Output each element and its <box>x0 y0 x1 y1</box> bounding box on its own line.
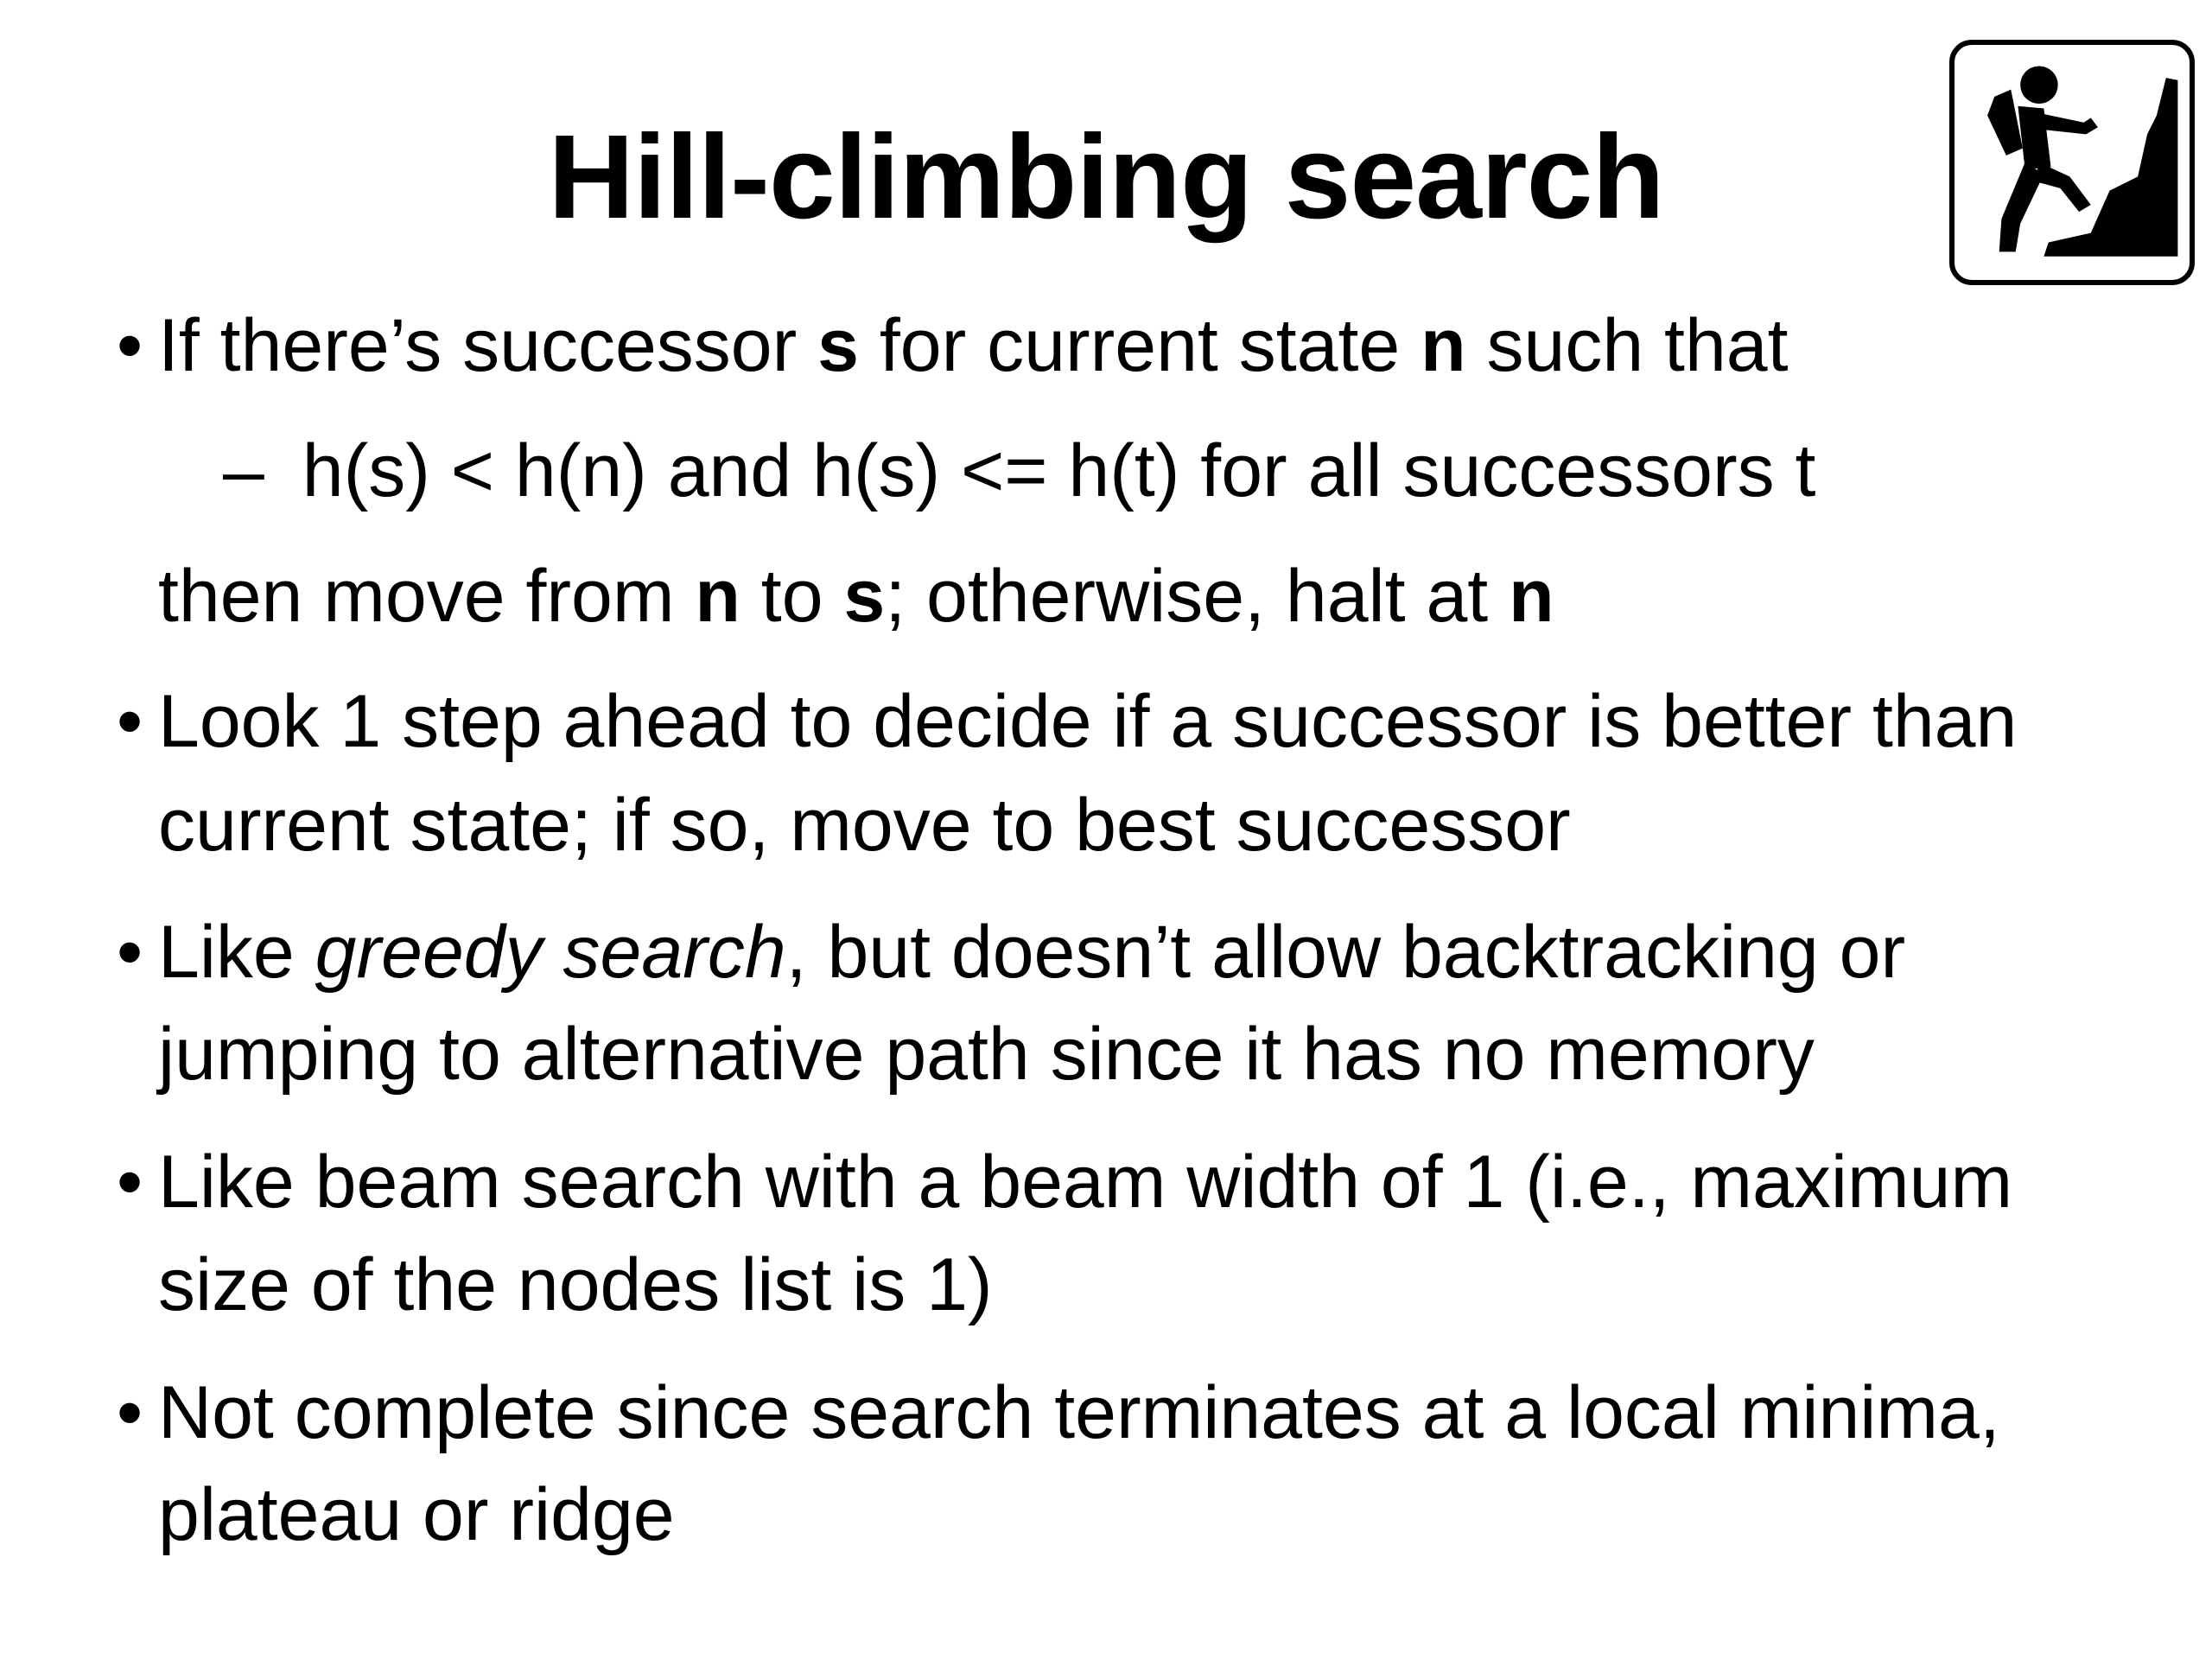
bullet-3-line-2: jumping to alternative path since it has no memory <box>158 1013 1815 1096</box>
bullet-5-line-2: plateau or ridge <box>158 1473 675 1556</box>
bullet-5-line-1: Not complete since search terminates at a local minima, <box>158 1371 2000 1454</box>
bullet-2-line-1: Look 1 step ahead to decide if a successor is better than <box>158 680 2018 763</box>
bullet-2-line-2: current state; if so, move to best successor <box>158 784 1571 867</box>
dash-marker: – <box>223 429 264 512</box>
bullet-1-line-3: then move from n to s; otherwise, halt at n <box>158 555 1554 638</box>
bullet-1-line-1: If there’s successor s for current state n such that <box>158 304 1789 387</box>
bullet-marker: • <box>117 1141 143 1224</box>
bullet-3-line-1: Like greedy search, but doesn’t allow backtracking or <box>158 911 1906 994</box>
bullet-1-sub-item: – h(s) < h(n) and h(s) <= h(t) for all successors t <box>223 429 1816 512</box>
bullet-4-line-2: size of the nodes list is 1) <box>158 1243 993 1326</box>
climber-icon <box>1949 40 2195 285</box>
bullet-marker: • <box>117 304 143 387</box>
bullet-marker: • <box>117 911 143 994</box>
bullet-4-line-1: Like beam search with a beam width of 1 (i.e., maximum <box>158 1141 2013 1224</box>
bullet-marker: • <box>117 1371 143 1454</box>
bullet-marker: • <box>117 680 143 763</box>
slide-title: Hill-climbing search <box>548 111 1664 244</box>
